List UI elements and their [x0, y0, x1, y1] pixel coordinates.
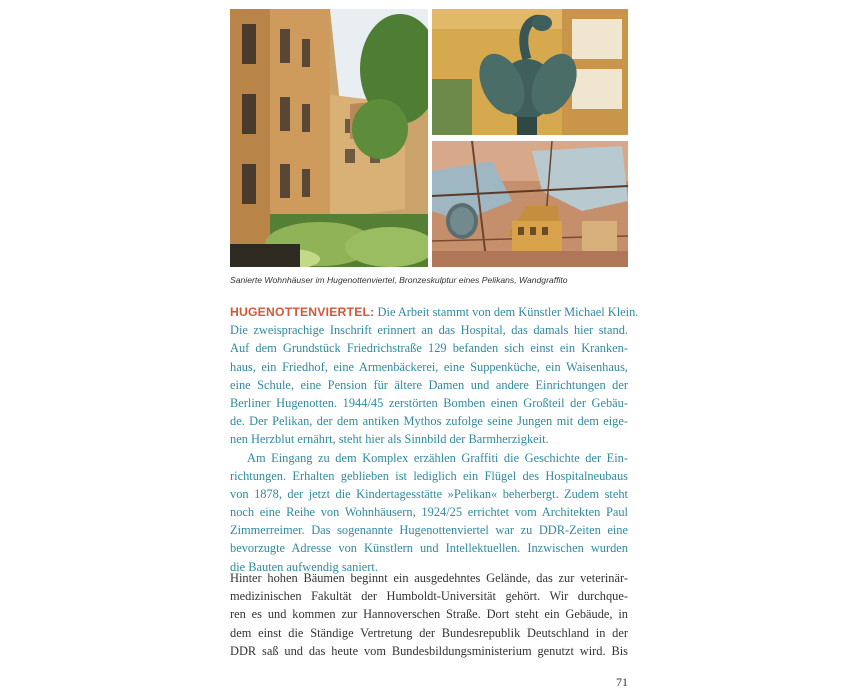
- section-line: Am Eingang zu dem Komplex erzählen Graffiti die Geschichte der Ein-: [247, 450, 628, 465]
- section-line: de. Der Pelikan, der dem antiken Mythos zufolge seine Jungen mit dem eige-: [230, 414, 628, 429]
- section-heading: HUGENOTTENVIERTEL:: [230, 305, 375, 319]
- section-line: eine Schule, eine Pension für ältere Damen und andere Einrichtungen der: [230, 377, 628, 392]
- body-line: ren es und kommen zur Hannoverschen Straße. Dort steht ein Gebäude, in: [230, 607, 628, 622]
- body-paragraph: [230, 569, 628, 660]
- section-line: von 1878, der jetzt die Kindertagesstätte »Pelikan« beherbergt. Zudem steht: [230, 486, 628, 501]
- photo-caption: Sanierte Wohnhäuser im Hugenottenviertel, Bronzeskulptur eines Pelikans, Wandgraffito: [230, 275, 568, 285]
- section-hugenottenviertel: [230, 303, 639, 576]
- body-line: medizinischen Fakultät der Humboldt-Universität gehört. Wir durchque-: [230, 589, 628, 604]
- body-line: DDR saß und das heute vom Bundesbildungsministerium genutzt wird. Bis: [230, 643, 628, 658]
- section-line: nen Herzblut ernährt, steht hier als Sinnbild der Barmherzigkeit.: [230, 432, 549, 447]
- section-line: haus, ein Friedhof, eine Armenbäckerei, eine Suppenküche, ein Waisenhaus,: [230, 359, 628, 374]
- section-line: Zimmerreimer. Das sogenannte Hugenottenviertel war zu DDR-Zeiten eine: [230, 523, 628, 538]
- section-line: Auf dem Grundstück Friedrichstraße 129 befanden sich einst ein Kranken-: [230, 341, 628, 356]
- section-line: Die zweisprachige Inschrift erinnert an das Hospital, das damals hier stand.: [230, 323, 628, 338]
- section-line: noch eine Reihe von Wohnhäusern, 1924/25 errichtet vom Architekten Paul: [230, 505, 628, 520]
- section-first-line: [230, 303, 639, 321]
- photo-wall-graffito: [432, 141, 628, 267]
- section-line: Berliner Hugenotten. 1944/45 zerstörten Bomben einen Großteil der Gebäu-: [230, 395, 628, 410]
- section-line-text: Die Arbeit stammt von dem Künstler Michael Klein.: [377, 305, 639, 319]
- section-line: die Bauten aufwendig saniert.: [230, 559, 378, 574]
- photo-pelican-sculpture: [432, 9, 628, 135]
- section-line: bevorzugte Adresse von Künstlern und Intellektuellen. Inzwischen wurden: [230, 541, 628, 556]
- section-line: richtungen. Erhalten geblieben ist lediglich ein Flügel des Hospitalneubaus: [230, 468, 628, 483]
- page-number: 71: [616, 675, 628, 689]
- body-line: dem einst die Ständige Vertretung der Bundesrepublik Deutschland in der: [230, 625, 628, 640]
- photo-courtyard-buildings: [230, 9, 428, 267]
- body-line: Hinter hohen Bäumen beginnt ein ausgedehntes Gelände, das zur veterinär-: [230, 571, 628, 585]
